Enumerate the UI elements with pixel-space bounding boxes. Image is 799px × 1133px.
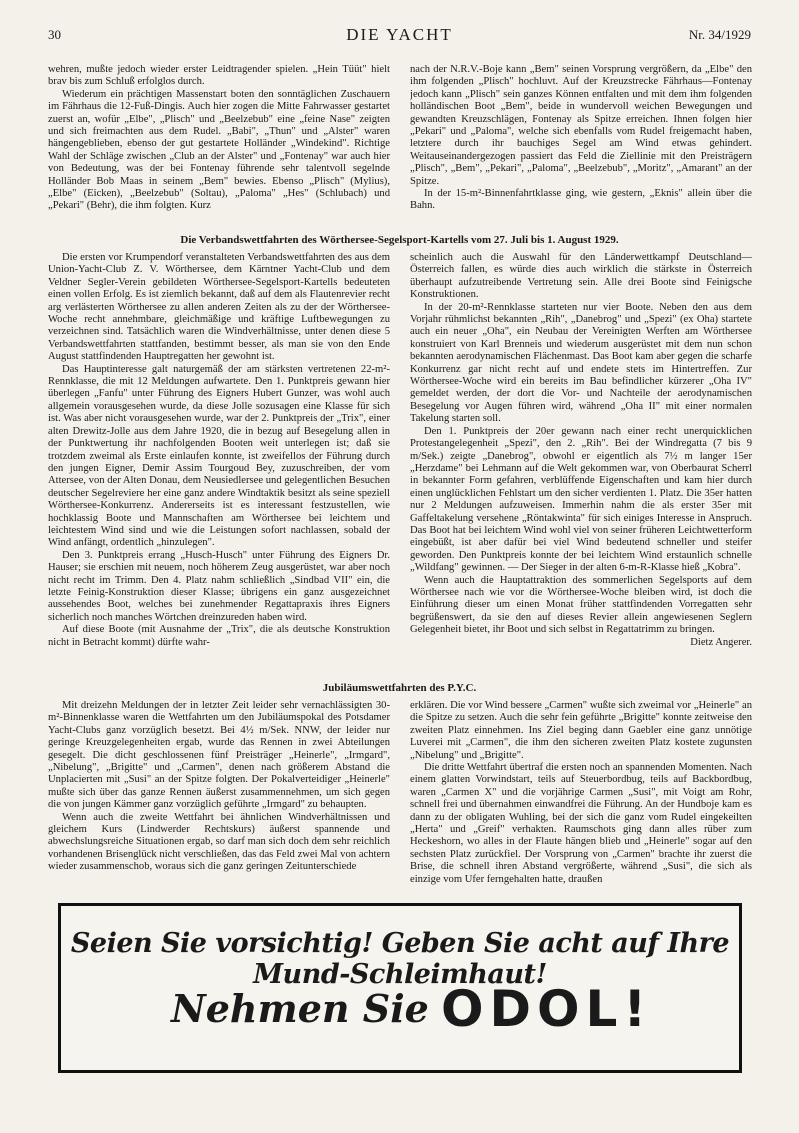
continuation-left-column xyxy=(48,64,390,220)
issue-number: Nr. 34/1929 xyxy=(688,27,751,42)
paragraph: Die dritte Wettfahrt übertraf die ersten noch an spannenden Momenten. Nach einem glatten Vorwindstart, teils auf Steuerbordbug, teils auf Backbordbug, waren „Carmen X" und die vorjährige Carmen „Susi", mit Voigt am Rohr, schnell frei und übernahmen einwandfrei die Führung. An der Hundboje kam es dann zu der obligaten Wuhling, bei der sich die ganz vom Rudel eingekeilten „Herta" und „Greif" verhakten. Raumschots ging dann alles rüber zum Heckeshorn, wo alles in der Flaute hängen blieb und „Heinerle" sogar auf den sechsten Platz zurückfiel. Der Vorsprung von „Carmen" brachte ihr zuerst die Brise, die schnell ihren Abstand vergrößerte, während „Susi", die sich als einzige vom Ufer ferngehalten hatte, draußen xyxy=(410,762,752,885)
paragraph: Auf diese Boote (mit Ausnahme der „Trix", die als deutsche Konstruktion nicht in Betracht kommt) dürfte wahr- xyxy=(48,624,390,648)
paragraph: Den 3. Punktpreis errang „Husch-Husch" unter Führung des Eigners Dr. Hauser; sie erschien mit neuem, noch höherem Zeug ausgerüstet, war aber noch nicht recht im Trimm. Den 4. Platz nahm schließlich „Sindbad VII" ein, die letzte Feinig-Konstruktion dieser Klasse; übrigens ein ganz ausgezeichnet aussehendes Boot, welches bei zunehmender Regattapraxis ihres Eigners sicherlich noch manches Wörtchen dreinzureden haben wird. xyxy=(48,549,390,623)
section-title-jubilaeumswettfahrten: Jubiläumswettfahrten des P.Y.C. xyxy=(322,682,477,694)
author-signature: Dietz Angerer. xyxy=(690,636,752,648)
paragraph: Die ersten vor Krumpendorf veranstalteten Verbandswettfahrten des aus dem Union-Yacht-Club Z. V. Wörthersee, dem Kärntner Yacht-Club und dem Veldner Segler-Verein gebildeten Wörthersee-Segelsport-Kartells bedeuteten einen vollen Erfolg. Es ist ziemlich bekannt, daß auf dem als Flautenrevier recht arg verlästerten Wörthersee zu allen anderen Zeiten als zu der der Wörthersee-Woche recht annehmbare, gleichmäßige und kräftige Luftbewegungen zu verzeichnen sind. Tatsächlich waren die Windverhältnisse, unter denen diese 5 Verbandswettfahrten stattfanden, bestimmt besser, als man sie von den Ende August stattfindenden Hauptregatten her gewohnt ist. xyxy=(48,252,390,363)
paragraph: In der 15-m²-Binnenfahrtklasse ging, wie gestern, „Eknis" allein über die Bahn. xyxy=(410,188,752,212)
paragraph: erklären. Die vor Wind bessere „Carmen" wußte sich zweimal vor „Heinerle" an die Spitze zu setzen. Auch die sehr fein geführte „Brigitte" konnte zeitweise den zweiten Platz einnehmen. Ins Ziel beging dann Gaebler eine ganz unnötige Luverei mit „Carmen", die ihm den sicheren zweiten Platz kostete zugunsten „Nibelung" und „Brigitte". xyxy=(410,700,752,761)
page-number: 30 xyxy=(48,27,61,42)
paragraph: Den 1. Punktpreis der 20er gewann nach einer recht unerquicklichen Protestangelegenheit „Spezi", den 2. „Rih". Bei der Windregatta (7 bis 9 m/Sek.) zeigte „Danebrog", obwohl er eigentlich als 7½ m langer 15er „Herzdame" bei Lehmann auf die Welt gekommen war, von Oberbaurat Scherrl in bekannter Form gefahren, verblüffende Eigenschaften und kam hier durch einen unglücklichen Fehlstart um den sicher verdienten 1. Platz. Die 35er hatten nur 2 Meldungen aufzuweisen. Immerhin nahm die als erster 35er mit Gaffeltakelung versehene „Röntakwinta" für sich einiges Interesse in Anspruch. Das Boot hat bei leichtem Wind wohl viel von seiner früheren Leichtwetterform eingebüßt, ist aber dafür bei viel Wind bedeutend schneller und steifer geworden. Den Punktpreis konnte der bei leichtem Wind erstaunlich schnelle „Wildfang" gewinnen. — Der Sieger in der alten 6-m-R-Klasse hieß „Kobra". xyxy=(410,425,752,574)
ad-brand-name: ODOL! xyxy=(441,980,653,1038)
paragraph: Das Hauptinteresse galt naturgemäß der am stärksten vertretenen 22-m²-Rennklasse, die mit 12 Meldungen aufwartete. Den 1. Punktpreis gewann hier überlegen „Fanfu" unter Führung des Eigners Hubert Gunzer, was wohl auch allgemein vorausgesehen wurde, da diese Jolle sozusagen eine Klasse für sich ist. Was aber nicht vorausgesehen wurde, war der 2. Punktpreis der „Trix", einer alten Drewitz-Jolle aus dem Jahre 1920, die in bezug auf Besegelung allen in der Punktwertung ihr nachfolgenden Booten weit unterlegen ist; daß sie trotzdem zweimal als Erste einlaufen konnte, ist zweifellos der Führung durch den jungen Eigner, Demir Assim Tourgoud Bey, zuzuschreiben, der vom Attersee, von der Alten Donau, dem Neusiedlersee und gelegentlichen Besuchen deutscher Segelreviere her eine ganz andere Windtaktik besitzt als seine speziell Wörthersee-Konkurrenz. Andererseits ist es interessant festzustellen, wie hochklassig Boote und Mannschaften am Wörthersee bei leichtem und leichtestem Wind sind und wie die Leistungen sofort nachlassen, sobald der Wind anfängt, ordentlich „hinzulegen". xyxy=(48,363,390,549)
paragraph: wehren, mußte jedoch wieder erster Leidtragender spielen. „Hein Tüüt" hielt brav bis zum Schluß erfolglos durch. xyxy=(48,64,390,88)
section1-left-column xyxy=(48,252,390,670)
page-header xyxy=(48,27,751,49)
ad-warning-text: Seien Sie vorsichtig! Geben Sie acht auf Ihre Mund-Schleimhaut! xyxy=(70,928,730,990)
paragraph: nach der N.R.V.-Boje kann „Bem" seinen Vorsprung vergrößern, da „Elbe" den ihm folgenden „Plisch" hochluvt. Auf der Kreuzstrecke Fährhaus—Fontenay jedoch kann „Plisch" sein ganzes Können entfalten und mit dem ihm folgenden holländischen Boot „Bem", beide in wundervoll weichen Bewegungen und gewandten Kreuzschlägen, Fontenay als Spitze erreichen. Ihnen folgen hier „Pekari" und „Paloma", welche sich ebenfalls vom Rudel freigemacht haben, letztere durch ihr bauchiges Segel am Wind etwas gehindert. Weitauseinandergezogen passiert das Feld die Ziellinie mit den Preisträgern „Plisch", „Bem", „Pekari", „Paloma", „Beelzebub", „Moritz", „Amarant" an der Spitze. xyxy=(410,64,752,187)
masthead: DIE YACHT xyxy=(346,25,453,44)
paragraph: Wenn auch die zweite Wettfahrt bei ähnlichen Windverhältnissen und gleichem Kurs (Lindwerder Rechtskurs) äußerst spannende und abwechslungsreiche Situationen ergab, so darf man sich doch dem sehr reichlich vorhandenen Brisenglück nicht verschließen, das das Feld zwei Mal von achtern wieder zusammenschob, woraus sich die ganz geringen Zeitunterschiede xyxy=(48,811,390,873)
paragraph: In der 20-m²-Rennklasse starteten nur vier Boote. Neben den aus dem Vorjahr rühmlichst bekannten „Rih", „Danebrog" und „Spezi" (ex Oha) startete auch ein neuer „Oha", ein Neubau der Vereinigten Werften am Wörthersee konstruiert von Karl Brenneis und wiederum ausgerüstet mit dem nun schon bekannten aerodynamischen Flächenmast. Das Boot kam aber gegen die scharfe Konkurrenz gar nicht recht auf und endete stets im Hintertreffen. Zur Wörthersee-Woche wird ein bereits im Bau befindlicher kürzerer „Oha IV" gemeldet werden, der dort die Vor- und Nachteile der aerodynamischen Besegelung vor Augen führen wird, während „Oha II" mit einer normalen Takelung starten soll. xyxy=(410,301,752,425)
section1-right-column xyxy=(410,252,752,670)
paragraph: Wenn auch die Hauptattraktion des sommerlichen Segelsports auf dem Wörthersee nach wie vor die Wörthersee-Woche bleiben wird, ist doch die Einführung dieser um einen Monat früher stattfindenden Vorregatten sehr begrüßenswert, da sie den auf dieses Revier allein angewiesenen Seglern Gelegenheit bietet, ihr Boot und sich selbst in Regattatrimm zu bringen. xyxy=(410,574,752,636)
section2-left-column xyxy=(48,700,390,890)
ad-slogan-text: Nehmen Sie xyxy=(171,986,429,1031)
paragraph: Mit dreizehn Meldungen der in letzter Zeit leider sehr vernachlässigten 30-m²-Binnenklasse waren die Wettfahrten um den Jubiläumspokal des Potsdamer Yacht-Clubs ganz vorzüglich besetzt. Bei 4½ m/Sek. NNW, der leider nur geringe Kreuzgelegenheiten ergab, wurde das Rennen in zwei Abteilungen gesegelt. Die dicht geschlossenen fünf Preisträger „Heinerle", „Irmgard", „Nibelung", „Brigitte" und „Carmen", denen nach größerem Abstand die Unplacierten mit „Susi" an der Spitze folgten. Der Pokalverteidiger „Heinerle" mußte sich über das ganze Rennen äußerst zusammennehmen, um sich gegen die von jungen Kämmer ganz vorzüglich geführte „Irmgard" zu behaupten. xyxy=(48,700,390,811)
paragraph: Wiederum ein prächtigen Massenstart boten den sonntäglichen Zuschauern im Fährhaus die 12-Fuß-Dingis. Auch hier zogen die Mitte Fahrwasser gestartet zuerst an, wofür „Elbe", „Plisch" und „Beelzebub" eine „feine Nase" zeigten und sich freimachten aus dem Rudel. „Babi", „Thun" und „Alster" waren hängengeblieben, ebenso der gut gestartete Holländer „Windekind". Richtige Wahl der Schläge zwischen „Club an der Alster" und „Fontenay" war auch hier von Bedeutung, was der bei Fontenay führende sehr talentvoll segelnde Holländer Bob Maas in seinem „Bem" bewies. Ebenso „Plisch" (Mylius), „Elbe" (Eicken), „Beelzebub" (Soltau), „Paloma" „Hes" (Schlubach) und „Pekari" (Behr), die ihm folgten. Kurz xyxy=(48,88,390,212)
section-title-verbandswettfahrten: Die Verbandswettfahrten des Wörthersee-Segelsport-Kartells vom 27. Juli bis 1. August 1929. xyxy=(180,234,619,246)
continuation-right-column xyxy=(410,64,752,220)
odol-advertisement xyxy=(58,903,742,1073)
paragraph: scheinlich auch die Auswahl für den Länderwettkampf Deutschland—Österreich fallen, es würde dies auch wirklich die stärkste in Österreich überhaupt aufzutreibende Vertretung sein. Alle drei Boote sind Feinigsche Konstruktionen. xyxy=(410,252,752,301)
section2-right-column xyxy=(410,700,752,890)
